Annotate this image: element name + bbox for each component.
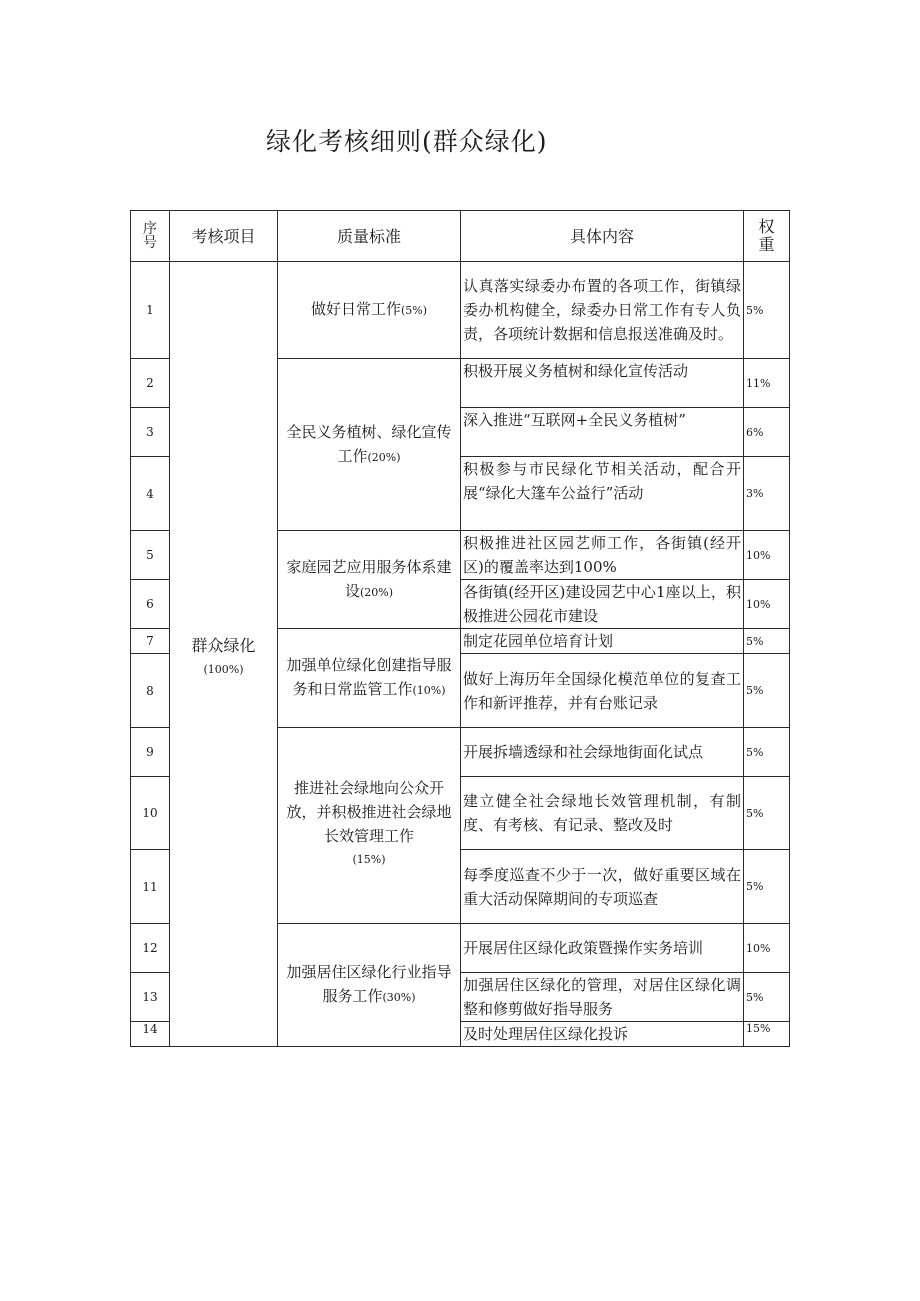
- standard-text: 加强居住区绿化行业指导服务工作: [286, 963, 452, 1005]
- weight-cell: 5%: [744, 654, 790, 728]
- standard-text: 加强单位绿化创建指导服务和日常监管工作: [286, 656, 452, 698]
- table-row: [131, 262, 790, 359]
- standard-pct: (20%): [367, 450, 401, 464]
- weight-cell: 10%: [744, 580, 790, 629]
- header-item: 考核项目: [170, 211, 278, 262]
- standard-cell: [278, 924, 461, 1047]
- content-cell: 制定花园单位培育计划: [461, 629, 744, 654]
- content-cell: 积极开展义务植树和绿化宣传活动: [461, 359, 744, 408]
- content-cell: 每季度巡查不少于一次，做好重要区域在重大活动保障期间的专项巡查: [461, 850, 744, 924]
- row-number: 6: [131, 580, 170, 629]
- row-number: 12: [131, 924, 170, 973]
- weight-cell: 3%: [744, 457, 790, 531]
- weight-cell: 15%: [744, 1022, 790, 1047]
- weight-cell: 10%: [744, 531, 790, 580]
- standard-pct: (20%): [359, 585, 394, 599]
- row-number: 13: [131, 973, 170, 1022]
- standard-cell: [278, 629, 461, 728]
- row-number: 2: [131, 359, 170, 408]
- row-number: 8: [131, 654, 170, 728]
- row-number: 14: [131, 1022, 170, 1047]
- standard-text: 做好日常工作: [310, 300, 401, 318]
- content-cell: 及时处理居住区绿化投诉: [461, 1022, 744, 1047]
- content-cell: 各街镇(经开区)建设园艺中心1座以上，积极推进公园花市建设: [461, 580, 744, 629]
- standard-cell: [278, 262, 461, 359]
- row-number: 5: [131, 531, 170, 580]
- weight-cell: 5%: [744, 850, 790, 924]
- category-name: 群众绿化: [191, 636, 256, 655]
- row-number: 10: [131, 777, 170, 850]
- content-cell: 开展拆墙透绿和社会绿地街面化试点: [461, 728, 744, 777]
- assessment-table: [130, 210, 790, 1047]
- standard-cell: [278, 728, 461, 924]
- standard-text: 推进社会绿地向公众开放，并积极推进社会绿地长效管理工作: [286, 779, 452, 845]
- row-number: 1: [131, 262, 170, 359]
- weight-cell: 5%: [744, 629, 790, 654]
- weight-cell: 5%: [744, 262, 790, 359]
- standard-text: 全民义务植树、绿化宣传工作: [286, 422, 452, 465]
- standard-pct: (5%): [400, 304, 428, 317]
- header-no: 序号: [131, 211, 170, 262]
- standard-pct: (10%): [412, 684, 446, 697]
- content-cell: 建立健全社会绿地长效管理机制，有制度、有考核、有记录、整改及时: [461, 777, 744, 850]
- content-cell: 做好上海历年全国绿化模范单位的复查工作和新评推荐，并有台账记录: [461, 654, 744, 728]
- standard-cell: [278, 359, 461, 531]
- row-number: 11: [131, 850, 170, 924]
- row-number: 4: [131, 457, 170, 531]
- header-standard: 质量标准: [278, 211, 461, 262]
- weight-cell: 10%: [744, 924, 790, 973]
- content-cell: 开展居住区绿化政策暨操作实务培训: [461, 924, 744, 973]
- weight-cell: 5%: [744, 973, 790, 1022]
- content-cell: 认真落实绿委办布置的各项工作，街镇绿委办机构健全，绿委办日常工作有专人负责，各项统计数据和信息报送准确及时。: [461, 262, 744, 359]
- row-number: 9: [131, 728, 170, 777]
- standard-text: 家庭园艺应用服务体系建设: [286, 557, 452, 600]
- content-cell: 深入推进“互联网+全民义务植树”: [461, 408, 744, 457]
- weight-cell: 6%: [744, 408, 790, 457]
- header-content: 具体内容: [461, 211, 744, 262]
- header-weight: 权重: [744, 211, 790, 262]
- category-cell: [170, 262, 278, 1047]
- header-row: [131, 211, 790, 262]
- content-cell: 加强居住区绿化的管理，对居住区绿化调整和修剪做好指导服务: [461, 973, 744, 1022]
- page-title: 绿化考核细则(群众绿化): [266, 127, 548, 156]
- row-number: 7: [131, 629, 170, 654]
- weight-cell: 11%: [744, 359, 790, 408]
- weight-cell: 5%: [744, 777, 790, 850]
- standard-pct: (15%): [352, 853, 386, 866]
- standard-pct: (30%): [382, 991, 416, 1004]
- standard-cell: [278, 531, 461, 629]
- content-cell: 积极推进社区园艺师工作，各街镇(经开区)的覆盖率达到100%: [461, 531, 744, 580]
- category-pct: (100%): [203, 663, 244, 676]
- content-cell: 积极参与市民绿化节相关活动，配合开展“绿化大篷车公益行”活动: [461, 457, 744, 531]
- row-number: 3: [131, 408, 170, 457]
- weight-cell: 5%: [744, 728, 790, 777]
